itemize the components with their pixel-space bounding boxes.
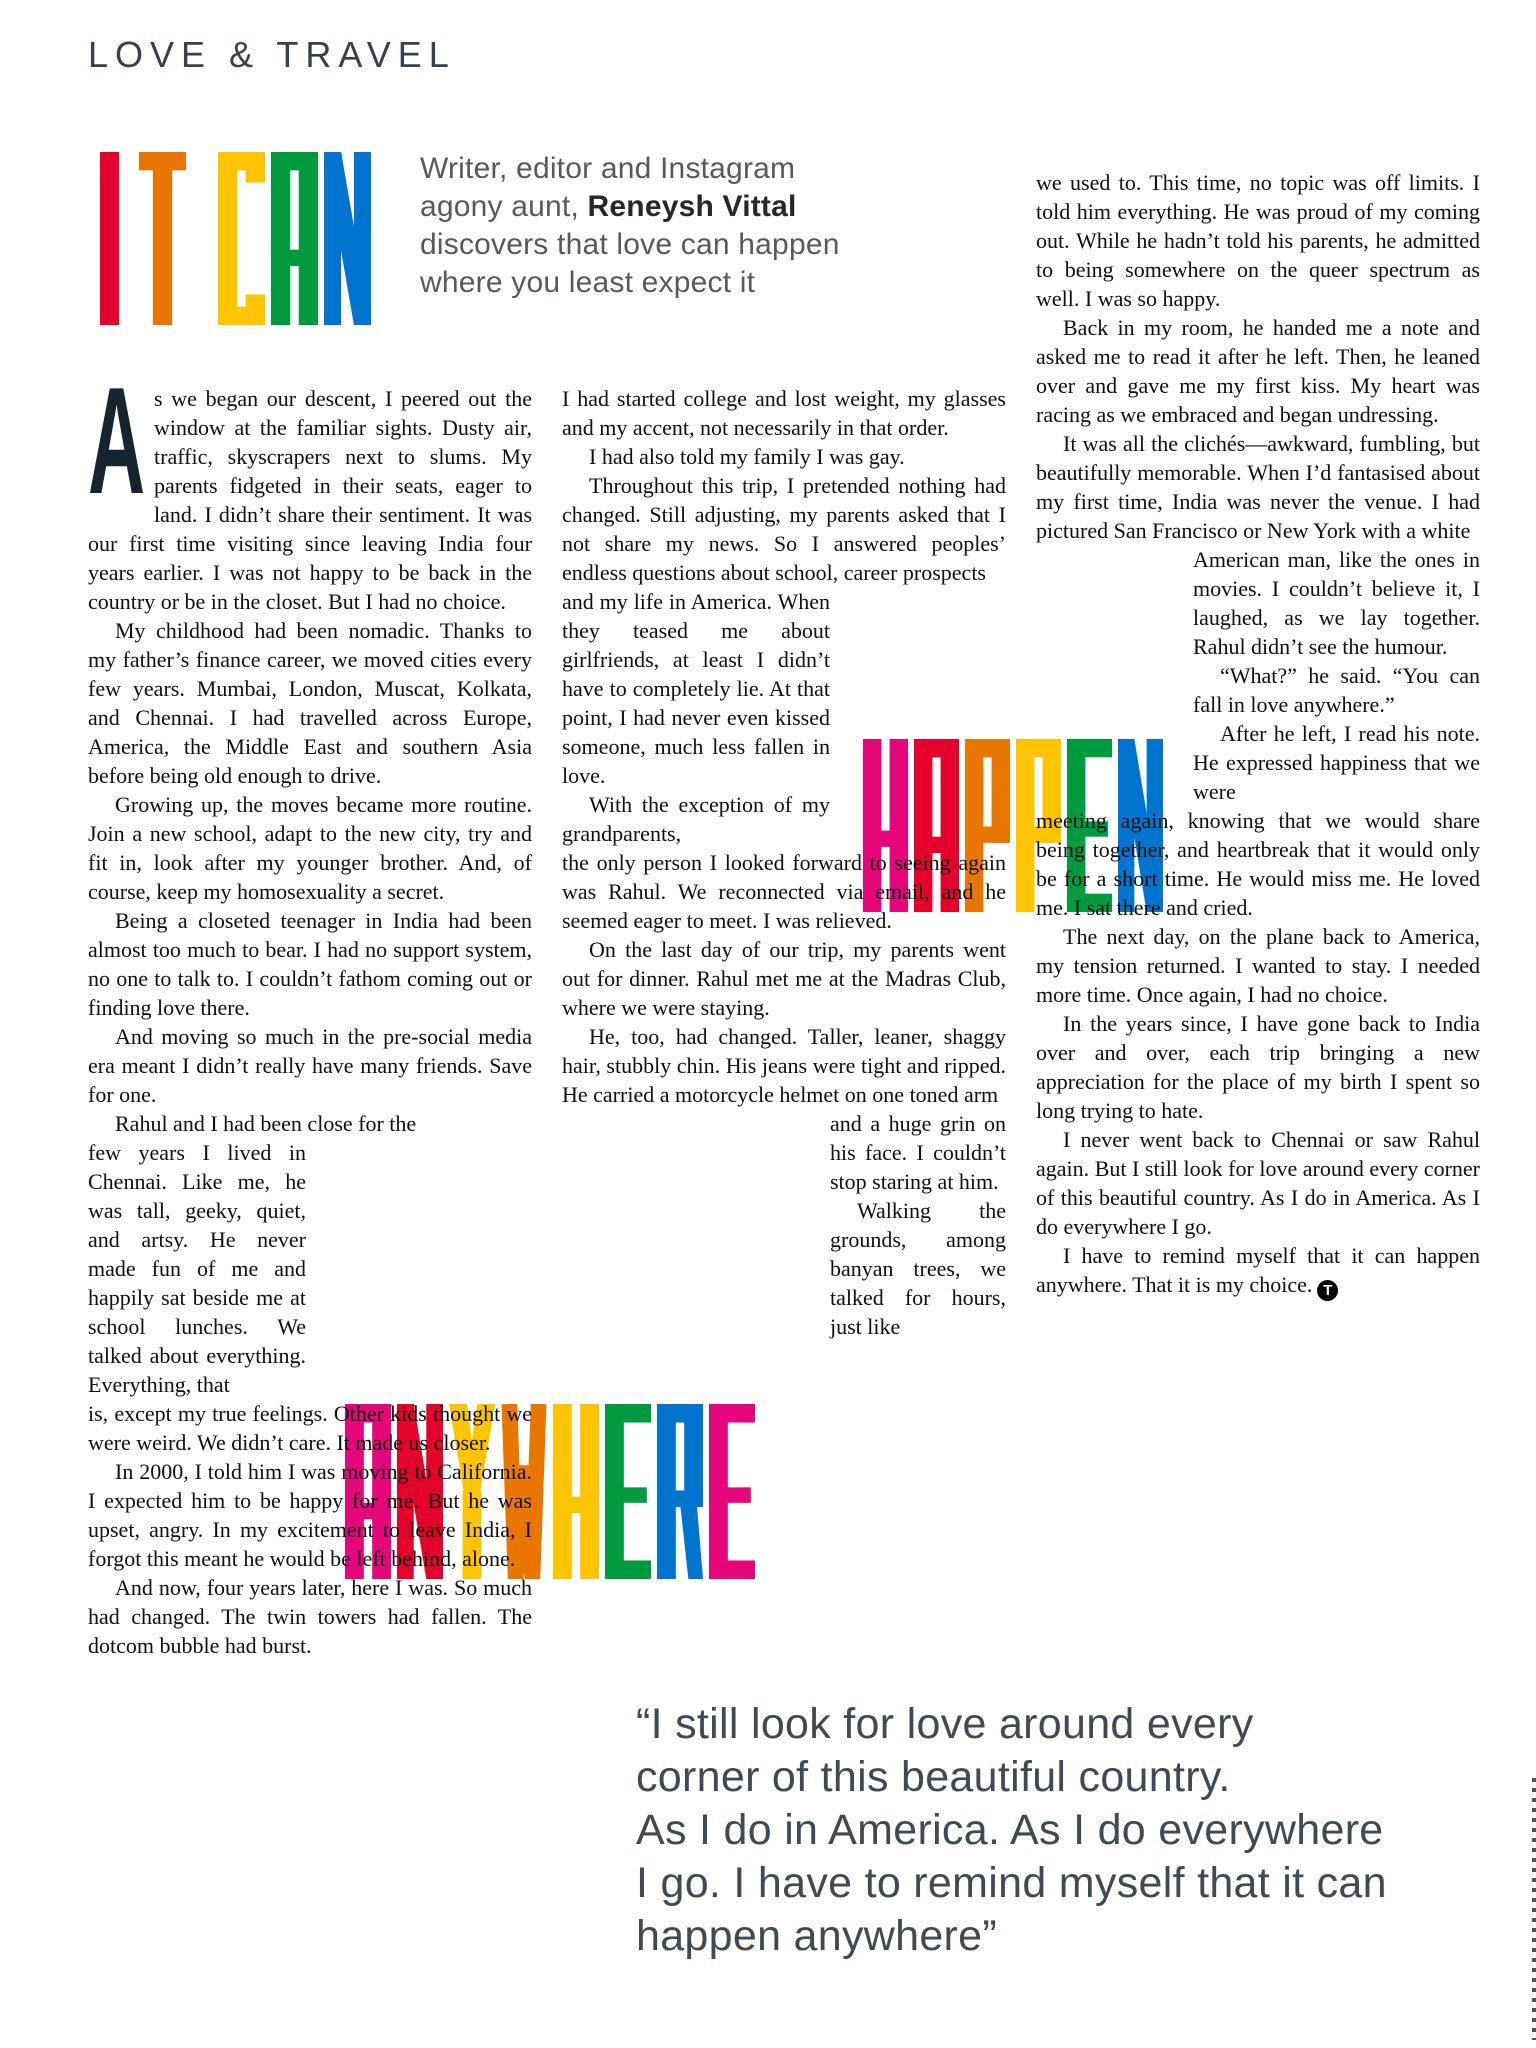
paragraph: few years I lived in Chennai. Like me, he was tall, geeky, quiet, and artsy. He never made fun of me and happily sat beside me at school lunches. We talked about everything. Everything, that: [88, 1140, 306, 1397]
paragraph: Being a closeted teenager in India had been almost too much to bear. I had no support system, no one to talk to. I couldn’t fathom coming out or finding love there.: [88, 908, 532, 1020]
paragraph: “What?” he said. “You can fall in love anywhere.”: [1193, 663, 1480, 717]
paragraph: And moving so much in the pre-social media era meant I didn’t really have many friends. Save for one.: [88, 1024, 532, 1107]
paragraph: Throughout this trip, I pretended nothing had changed. Still adjusting, my parents asked that I not share my news. So I answered peoples’ endless questions about school, career prospects: [562, 473, 1006, 585]
drop-cap: A: [88, 356, 146, 526]
paragraph: and my life in America. When they teased me about girlfriends, at least I didn’t have to completely lie. At that point, I had never even kissed someone, much less fallen in love.: [562, 589, 830, 788]
paragraph: On the last day of our trip, my parents went out for dinner. Rahul met me at the Madras Club, where we were staying.: [562, 937, 1006, 1020]
paragraph: is, except my true feelings. Other kids thought we were weird. We didn’t care. It made us closer.: [88, 1401, 532, 1455]
paragraph: and a huge grin on his face. I couldn’t stop staring at him.: [830, 1111, 1006, 1194]
paragraph: The next day, on the plane back to America, my tension returned. I wanted to stay. I needed more time. Once again, I had no choice.: [1036, 924, 1480, 1007]
paragraph: the only person I looked forward to seeing again was Rahul. We reconnected via email, and he seemed eager to meet. I was relieved.: [562, 850, 1006, 933]
display-letter-r: [657, 1404, 703, 1579]
paragraph: Back in my room, he handed me a note and asked me to read it after he left. Then, he leaned over and gave me my first kiss. My heart was racing as we embraced and began undressing.: [1036, 315, 1480, 427]
headline-word-it-can: [86, 152, 371, 325]
article-column-3: [1036, 168, 1480, 1301]
intro-line3: discovers that love can happen: [420, 228, 840, 261]
display-letter-i: [86, 152, 133, 325]
pull-quote: “I still look for love around every corner of this beautiful country. As I do in America. As I do everywhere I go. I have to remind myself that it can happen anywhere”: [636, 1700, 1387, 1960]
paragraph: I have to remind myself that it can happen anywhere. That it is my choice. T: [1036, 1243, 1480, 1299]
paragraph: I had started college and lost weight, my glasses and my accent, not necessarily in that order.: [562, 386, 1006, 440]
paragraph: Walking the grounds, among banyan trees, we talked for hours, just like: [830, 1198, 1006, 1339]
cropped-edge-text: [1532, 1778, 1536, 2040]
end-mark-icon: T: [1317, 1280, 1338, 1301]
display-letter-n: [324, 152, 371, 325]
paragraph: It was all the clichés—awkward, fumbling, but beautifully memorable. When I’d fantasised about my first time, India was never the venue. I had pictured San Francisco or New York with a white: [1036, 431, 1480, 543]
display-letter-t: [139, 152, 186, 325]
paragraph: With the exception of my grandparents,: [562, 792, 830, 846]
paragraph: I never went back to Chennai or saw Rahul again. But I still look for love around every corner of this beautiful country. As I do in America. As I do everywhere I go.: [1036, 1127, 1480, 1239]
author-name: Reneysh Vittal: [587, 190, 797, 223]
paragraph: After he left, I read his note. He expressed happiness that we were: [1193, 721, 1480, 804]
paragraph: Growing up, the moves became more routine. Join a new school, adapt to the new city, try and fit in, look after my younger brother. And, of course, keep my homosexuality a secret.: [88, 792, 532, 904]
wrapped-text-segment: [562, 587, 830, 848]
display-letter-c: [218, 152, 265, 325]
display-letter-a: [271, 152, 318, 325]
paragraph: In 2000, I told him I was moving to California. I expected him to be happy for me. But he was upset, angry. In my excitement to leave India, I forgot this meant he would be left behind, alone.: [88, 1459, 532, 1571]
paragraph: He, too, had changed. Taller, leaner, shaggy hair, stubbly chin. His jeans were tight and ripped. He carried a motorcycle helmet on one toned arm: [562, 1024, 1006, 1107]
article-column-2: [562, 384, 1006, 1341]
paragraph: A s we began our descent, I peered out the window at the familiar sights. Dusty air, traffic, skyscrapers next to slums. My parents fidgeted in their seats, eager to land. I didn’t share their sentiment. It was our first time visiting since leaving India four years earlier. I was not happy to be back in the country or be in the closet. But I had no choice.: [88, 356, 532, 614]
intro-line1: Writer, editor and Instagram: [420, 152, 796, 185]
paragraph: meeting again, knowing that we would share being together, and heartbreak that it would only be for a short time. He would miss me. He loved me. I sat there and cried.: [1036, 808, 1480, 920]
article-column-1: [88, 356, 532, 1660]
intro-line4: where you least expect it: [420, 266, 756, 299]
paragraph: And now, four years later, here I was. So much had changed. The twin towers had fallen. The dotcom bubble had burst.: [88, 1575, 532, 1658]
intro-standfirst: [420, 150, 840, 302]
paragraph: In the years since, I have gone back to India over and over, each trip bringing a new appreciation for the place of my birth I spent so long trying to hate.: [1036, 1011, 1480, 1123]
intro-line2-prefix: agony aunt,: [420, 190, 588, 223]
display-letter-h: [553, 1404, 599, 1579]
display-letter-e: [605, 1404, 651, 1579]
paragraph: I had also told my family I was gay.: [589, 444, 905, 469]
paragraph: Rahul and I had been close for the: [115, 1111, 417, 1136]
letter-space: [192, 152, 212, 325]
section-label: LOVE & TRAVEL: [88, 34, 456, 75]
wrapped-text-segment: [830, 1109, 1006, 1341]
paragraph: American man, like the ones in movies. I couldn’t believe it, I laughed, as we lay together. Rahul didn’t see the humour.: [1193, 547, 1480, 659]
wrapped-text-segment: [1193, 545, 1480, 806]
wrapped-text-segment: [88, 1138, 306, 1399]
paragraph: My childhood had been nomadic. Thanks to my father’s finance career, we moved cities every few years. Mumbai, London, Muscat, Kolkata, and Chennai. I had travelled across Europe, America, the Middle East and southern Asia before being old enough to drive.: [88, 618, 532, 788]
paragraph: we used to. This time, no topic was off limits. I told him everything. He was proud of my coming out. While he hadn’t told his parents, he admitted to being somewhere on the queer spectrum as well. I was so happy.: [1036, 170, 1480, 311]
display-letter-e: [709, 1404, 755, 1579]
